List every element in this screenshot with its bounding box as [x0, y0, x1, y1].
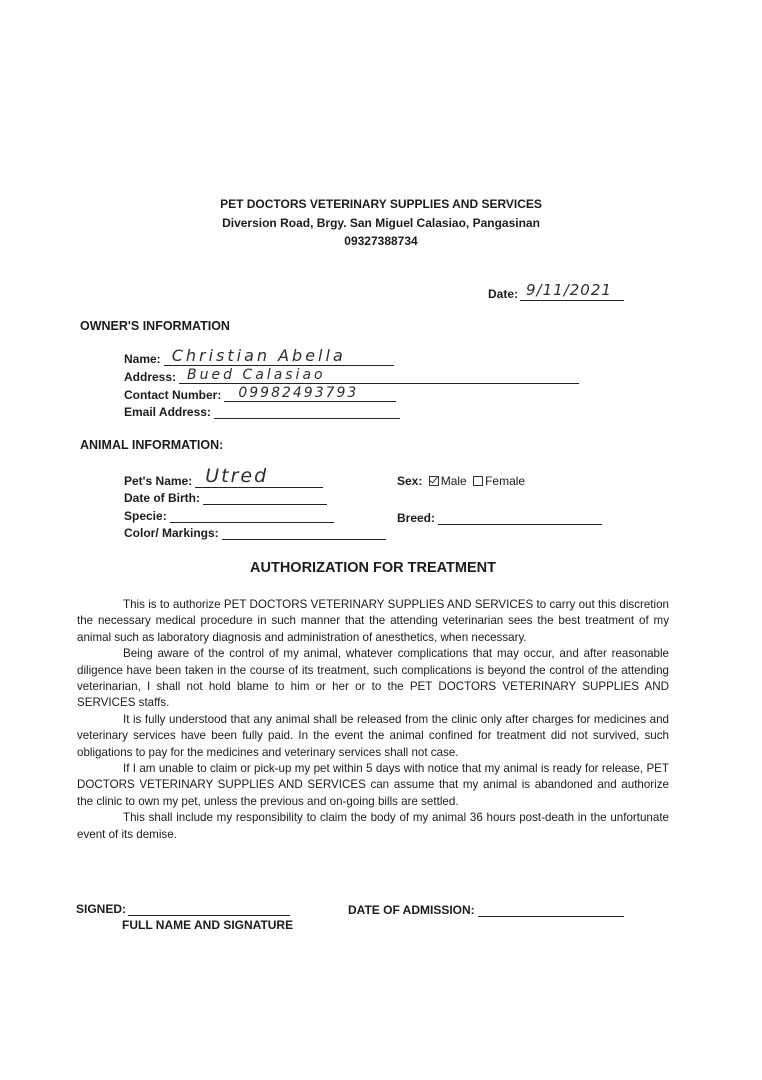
breed-label: Breed:	[397, 511, 436, 525]
specie-line[interactable]	[170, 507, 334, 523]
admission-line[interactable]	[478, 903, 624, 917]
pet-name-value: Utred	[205, 465, 269, 487]
pet-name-field	[124, 465, 323, 488]
authorization-paragraph: This is to authorize PET DOCTORS VETERINARY SUPPLIES AND SERVICES to carry out this discretion the necessary medical procedure in such manner that the attending veterinarian sees the best treatment of my animal such as laboratory diagnosis and administration of anesthetics, when necessary.	[77, 598, 669, 644]
date-line[interactable]	[520, 280, 624, 301]
breed-field	[397, 509, 602, 525]
color-field	[124, 524, 386, 540]
date-field	[488, 280, 624, 301]
signature-line[interactable]	[128, 900, 290, 916]
admission-label: DATE OF ADMISSION:	[348, 903, 475, 917]
female-checkbox[interactable]	[473, 476, 483, 486]
owner-contact-field	[124, 386, 396, 402]
date-label: Date:	[488, 287, 519, 301]
authorization-paragraph: Being aware of the control of my animal, whatever complications that may occur, and after reasonable diligence have been taken in the course of its treatment, such complications is beyond the control of the attending veterinarian, I shall not hold blame to him or her or to the PET DOCTORS VETERINARY SUPPLIES AND SERVICES staffs.	[77, 647, 669, 710]
owner-name-value: Christian Abella	[171, 346, 346, 365]
sex-label: Sex:	[397, 474, 423, 488]
owner-contact-value: 09982493793	[238, 385, 359, 401]
dob-field	[124, 489, 327, 505]
owner-address-value: Bued Calasiao	[187, 367, 326, 383]
specie-field	[124, 507, 334, 523]
business-phone: 09327388734	[344, 234, 418, 248]
breed-line[interactable]	[438, 509, 602, 525]
dob-line[interactable]	[203, 489, 327, 505]
authorization-body	[77, 597, 669, 843]
signed-label: SIGNED:	[76, 902, 127, 916]
authorization-paragraph: This shall include my responsibility to claim the body of my animal 36 hours post-death in the unfortunate event of its demise.	[77, 811, 669, 841]
owner-contact-label: Contact Number:	[124, 388, 222, 402]
pet-name-label: Pet's Name:	[124, 474, 193, 488]
female-label: Female	[485, 474, 526, 488]
owner-address-field	[124, 368, 579, 384]
business-name: PET DOCTORS VETERINARY SUPPLIES AND SERVICES	[220, 197, 542, 211]
owner-address-label: Address:	[124, 370, 177, 384]
dob-label: Date of Birth:	[124, 491, 200, 505]
owner-email-label: Email Address:	[124, 405, 211, 419]
color-label: Color/ Markings:	[124, 526, 219, 540]
owner-name-label: Name:	[124, 352, 161, 366]
owner-section-title: OWNER'S INFORMATION	[80, 319, 230, 333]
admission-field	[348, 903, 624, 917]
pet-name-line[interactable]	[195, 465, 323, 488]
business-address: Diversion Road, Brgy. San Miguel Calasiao, Pangasinan	[222, 216, 540, 230]
owner-name-field	[124, 346, 394, 366]
specie-label: Specie:	[124, 509, 167, 523]
authorization-paragraph: It is fully understood that any animal shall be released from the clinic only after charges for medicines and veterinary services have been fully paid. In the event the animal confined for treatment did not survived, such obligations to pay for the medicines and veterinary services shall not case.	[77, 712, 669, 759]
male-label: Male	[440, 474, 467, 488]
date-value: 9/11/2021	[526, 281, 612, 299]
owner-address-line[interactable]	[179, 368, 579, 384]
male-checkbox[interactable]	[429, 476, 439, 486]
owner-email-line[interactable]	[214, 403, 400, 419]
signed-field	[76, 900, 290, 916]
sex-field	[397, 474, 525, 488]
owner-name-line[interactable]	[164, 346, 394, 366]
color-line[interactable]	[222, 524, 386, 540]
animal-section-title: ANIMAL INFORMATION:	[80, 438, 224, 452]
authorization-paragraph: If I am unable to claim or pick-up my pet within 5 days with notice that my animal is ready for release, PET DOCTORS VETERINARY SUPPLIES AND SERVICES can assume that my animal is abandoned and authorize the clinic to own my pet, unless the previous and on-going bills are settled.	[77, 762, 669, 808]
full-name-caption: FULL NAME AND SIGNATURE	[122, 918, 294, 932]
authorization-title: AUTHORIZATION FOR TREATMENT	[250, 560, 496, 576]
owner-email-field	[124, 403, 400, 419]
owner-contact-line[interactable]	[224, 386, 396, 402]
